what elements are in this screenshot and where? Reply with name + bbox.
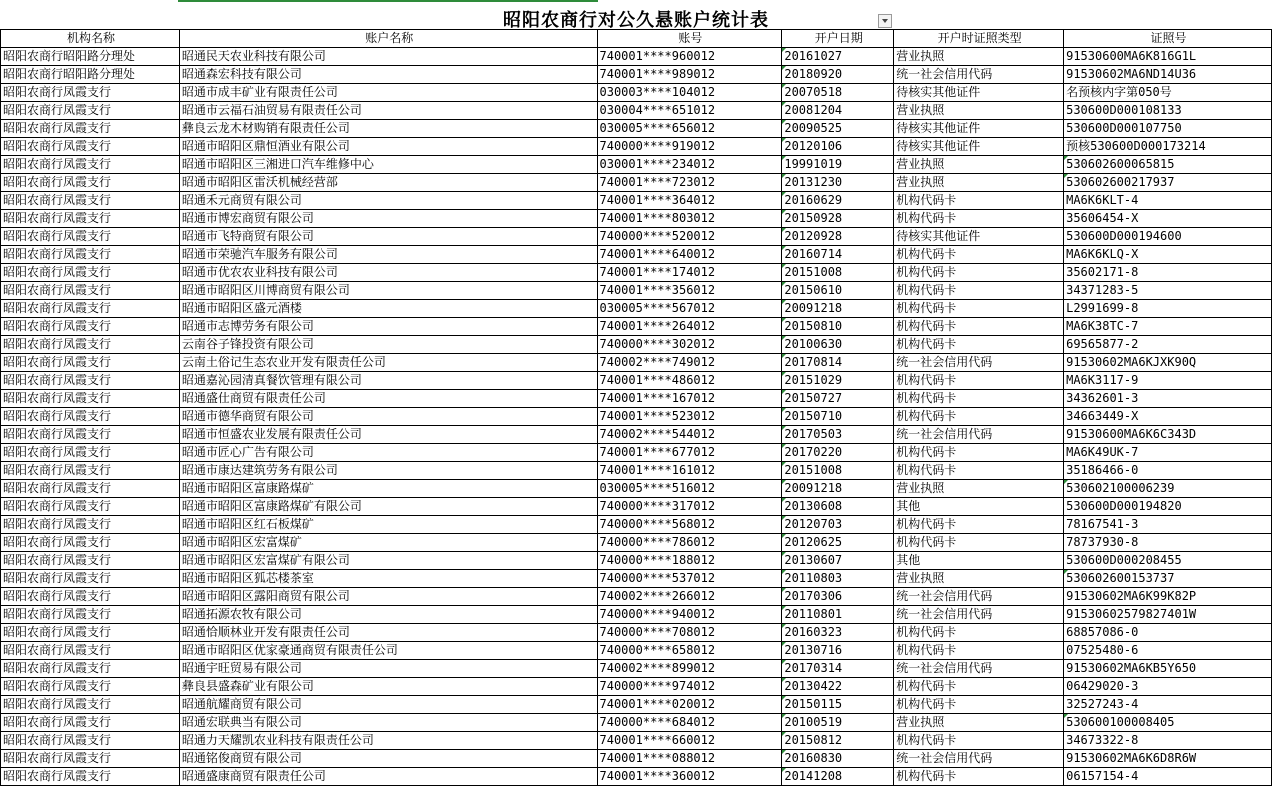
- cell-account-name[interactable]: 昭通拓源农牧有限公司: [179, 606, 597, 624]
- cell-license-type[interactable]: 机构代码卡: [894, 282, 1064, 300]
- table-row: [1, 66, 1272, 84]
- cell-license-number[interactable]: 91530600MA6K6C343D: [1064, 426, 1272, 444]
- cell-institution[interactable]: 昭阳农商行凤霞支行: [1, 246, 180, 264]
- cell-institution[interactable]: 昭阳农商行凤霞支行: [1, 498, 180, 516]
- cell-institution[interactable]: 昭阳农商行凤霞支行: [1, 228, 180, 246]
- cell-license-type[interactable]: 机构代码卡: [894, 300, 1064, 318]
- cell-institution[interactable]: 昭阳农商行凤霞支行: [1, 102, 180, 120]
- cell-account-name[interactable]: 昭通市昭阳区富康路煤矿有限公司: [179, 498, 597, 516]
- table-row: [1, 264, 1272, 282]
- cell-institution[interactable]: 昭阳农商行凤霞支行: [1, 714, 180, 732]
- cell-open-date[interactable]: 20081204: [782, 102, 894, 120]
- cell-license-number[interactable]: 530600D000194820: [1064, 498, 1272, 516]
- cell-license-type[interactable]: 营业执照: [894, 480, 1064, 498]
- cell-license-type[interactable]: 统一社会信用代码: [894, 66, 1064, 84]
- header-open-date[interactable]: 开户日期: [782, 30, 894, 48]
- cell-account-number[interactable]: 740001****677012: [597, 444, 782, 462]
- cell-institution[interactable]: 昭阳农商行凤霞支行: [1, 768, 180, 786]
- cell-institution[interactable]: 昭阳农商行凤霞支行: [1, 390, 180, 408]
- cell-license-number[interactable]: 530602600065815: [1064, 156, 1272, 174]
- cell-institution[interactable]: 昭阳农商行凤霞支行: [1, 156, 180, 174]
- cell-account-name[interactable]: 昭通市昭阳区川博商贸有限公司: [179, 282, 597, 300]
- table-row: [1, 120, 1272, 138]
- title-row: [0, 2, 1272, 29]
- cell-license-type[interactable]: 待核实其他证件: [894, 138, 1064, 156]
- table-row: [1, 732, 1272, 750]
- cell-license-number[interactable]: 34362601-3: [1064, 390, 1272, 408]
- cell-institution[interactable]: 昭阳农商行凤霞支行: [1, 516, 180, 534]
- cell-open-date[interactable]: 20170503: [782, 426, 894, 444]
- cell-license-type[interactable]: 机构代码卡: [894, 390, 1064, 408]
- cell-open-date[interactable]: 20100519: [782, 714, 894, 732]
- cell-license-type[interactable]: 营业执照: [894, 570, 1064, 588]
- cell-license-number[interactable]: MA6K6KLQ-X: [1064, 246, 1272, 264]
- cell-account-number[interactable]: 740000****658012: [597, 642, 782, 660]
- cell-open-date[interactable]: 20170814: [782, 354, 894, 372]
- cell-open-date[interactable]: 20150610: [782, 282, 894, 300]
- cell-license-type[interactable]: 机构代码卡: [894, 192, 1064, 210]
- cell-license-type[interactable]: 机构代码卡: [894, 372, 1064, 390]
- table-row: [1, 588, 1272, 606]
- cell-license-type[interactable]: 机构代码卡: [894, 408, 1064, 426]
- cell-license-type[interactable]: 机构代码卡: [894, 264, 1064, 282]
- cell-institution[interactable]: 昭阳农商行凤霞支行: [1, 282, 180, 300]
- cell-open-date[interactable]: 20141208: [782, 768, 894, 786]
- cell-account-number[interactable]: 740001****264012: [597, 318, 782, 336]
- header-license-type[interactable]: 开户时证照类型: [894, 30, 1064, 48]
- cell-license-number[interactable]: 91530600MA6K816G1L: [1064, 48, 1272, 66]
- cell-institution[interactable]: 昭阳农商行凤霞支行: [1, 588, 180, 606]
- table-row: [1, 174, 1272, 192]
- cell-license-number[interactable]: MA6K38TC-7: [1064, 318, 1272, 336]
- cell-institution[interactable]: 昭阳农商行凤霞支行: [1, 120, 180, 138]
- cell-license-number[interactable]: MA6K49UK-7: [1064, 444, 1272, 462]
- cell-institution[interactable]: 昭阳农商行凤霞支行: [1, 264, 180, 282]
- cell-license-number[interactable]: MA6K3117-9: [1064, 372, 1272, 390]
- cell-license-number[interactable]: 68857086-0: [1064, 624, 1272, 642]
- cell-account-name[interactable]: 彝良云龙木材购销有限责任公司: [179, 120, 597, 138]
- cell-open-date[interactable]: 20170314: [782, 660, 894, 678]
- cell-account-name[interactable]: 昭通市昭阳区雷沃机械经营部: [179, 174, 597, 192]
- cell-license-number[interactable]: 34663449-X: [1064, 408, 1272, 426]
- cell-account-number[interactable]: 030005****567012: [597, 300, 782, 318]
- cell-account-name[interactable]: 昭通民天农业科技有限公司: [179, 48, 597, 66]
- cell-account-name[interactable]: 昭通市优农农业科技有限公司: [179, 264, 597, 282]
- cell-open-date[interactable]: 20151008: [782, 462, 894, 480]
- table-row: [1, 498, 1272, 516]
- cell-account-number[interactable]: 740000****974012: [597, 678, 782, 696]
- table-row: [1, 768, 1272, 786]
- cell-institution[interactable]: 昭阳农商行凤霞支行: [1, 534, 180, 552]
- cell-account-number[interactable]: 740001****167012: [597, 390, 782, 408]
- cell-account-name[interactable]: 昭通市昭阳区露阳商贸有限公司: [179, 588, 597, 606]
- account-table: [0, 29, 1272, 786]
- cell-license-number[interactable]: 34371283-5: [1064, 282, 1272, 300]
- cell-account-number[interactable]: 740001****723012: [597, 174, 782, 192]
- cell-license-type[interactable]: 统一社会信用代码: [894, 588, 1064, 606]
- table-row: [1, 354, 1272, 372]
- cell-account-number[interactable]: 030005****656012: [597, 120, 782, 138]
- cell-account-name[interactable]: 昭通市飞特商贸有限公司: [179, 228, 597, 246]
- cell-open-date[interactable]: 19991019: [782, 156, 894, 174]
- table-row: [1, 426, 1272, 444]
- cell-license-type[interactable]: 机构代码卡: [894, 696, 1064, 714]
- cell-license-number[interactable]: 78167541-3: [1064, 516, 1272, 534]
- cell-open-date[interactable]: 20150115: [782, 696, 894, 714]
- table-row: [1, 480, 1272, 498]
- cell-account-number[interactable]: 740001****364012: [597, 192, 782, 210]
- cell-account-name[interactable]: 彝良县盛森矿业有限公司: [179, 678, 597, 696]
- cell-license-type[interactable]: 统一社会信用代码: [894, 354, 1064, 372]
- table-row: [1, 570, 1272, 588]
- cell-account-number[interactable]: 740000****537012: [597, 570, 782, 588]
- cell-license-number[interactable]: 78737930-8: [1064, 534, 1272, 552]
- cell-account-number[interactable]: 030001****234012: [597, 156, 782, 174]
- cell-account-number[interactable]: 740001****360012: [597, 768, 782, 786]
- cell-license-type[interactable]: 统一社会信用代码: [894, 660, 1064, 678]
- cell-account-number[interactable]: 740001****088012: [597, 750, 782, 768]
- cell-license-number[interactable]: 91530602MA6KJXK90Q: [1064, 354, 1272, 372]
- cell-license-number[interactable]: 06157154-4: [1064, 768, 1272, 786]
- table-row: [1, 210, 1272, 228]
- cell-account-name[interactable]: 昭通市成丰矿业有限责任公司: [179, 84, 597, 102]
- table-row: [1, 246, 1272, 264]
- cell-license-number[interactable]: 530602100006239: [1064, 480, 1272, 498]
- table-row: [1, 750, 1272, 768]
- cell-open-date[interactable]: 20120106: [782, 138, 894, 156]
- cell-institution[interactable]: 昭阳农商行昭阳路分理处: [1, 66, 180, 84]
- cell-open-date[interactable]: 20180920: [782, 66, 894, 84]
- cell-account-name[interactable]: 昭通恰顺林业开发有限责任公司: [179, 624, 597, 642]
- cell-account-number[interactable]: 740001****989012: [597, 66, 782, 84]
- cell-license-number[interactable]: L2991699-8: [1064, 300, 1272, 318]
- cell-account-number[interactable]: 740002****544012: [597, 426, 782, 444]
- cell-license-type[interactable]: 统一社会信用代码: [894, 606, 1064, 624]
- cell-account-number[interactable]: 740000****786012: [597, 534, 782, 552]
- cell-license-number[interactable]: 91530602MA6KB5Y650: [1064, 660, 1272, 678]
- cell-open-date[interactable]: 20120625: [782, 534, 894, 552]
- cell-account-name[interactable]: 云南谷子锋投资有限公司: [179, 336, 597, 354]
- cell-open-date[interactable]: 20070518: [782, 84, 894, 102]
- table-row: [1, 642, 1272, 660]
- cell-account-number[interactable]: 740000****520012: [597, 228, 782, 246]
- cell-open-date[interactable]: 20150812: [782, 732, 894, 750]
- cell-license-type[interactable]: 机构代码卡: [894, 768, 1064, 786]
- cell-license-type[interactable]: 机构代码卡: [894, 210, 1064, 228]
- cell-license-number[interactable]: 91530602MA6K99K82P: [1064, 588, 1272, 606]
- table-row: [1, 714, 1272, 732]
- cell-account-name[interactable]: 云南土俗记生态农业开发有限责任公司: [179, 354, 597, 372]
- cell-license-type[interactable]: 其他: [894, 552, 1064, 570]
- cell-account-number[interactable]: 740001****356012: [597, 282, 782, 300]
- cell-license-number[interactable]: 530600D000107750: [1064, 120, 1272, 138]
- cell-account-name[interactable]: 昭通市昭阳区三湘进口汽车维修中心: [179, 156, 597, 174]
- cell-account-number[interactable]: 740000****317012: [597, 498, 782, 516]
- cell-institution[interactable]: 昭阳农商行凤霞支行: [1, 210, 180, 228]
- cell-account-number[interactable]: 740000****708012: [597, 624, 782, 642]
- cell-license-type[interactable]: 营业执照: [894, 174, 1064, 192]
- cell-open-date[interactable]: 20130607: [782, 552, 894, 570]
- cell-institution[interactable]: 昭阳农商行凤霞支行: [1, 318, 180, 336]
- cell-license-number[interactable]: 06429020-3: [1064, 678, 1272, 696]
- cell-institution[interactable]: 昭阳农商行凤霞支行: [1, 642, 180, 660]
- cell-open-date[interactable]: 20151029: [782, 372, 894, 390]
- cell-account-number[interactable]: 740001****020012: [597, 696, 782, 714]
- cell-account-name[interactable]: 昭通力天耀凯农业科技有限责任公司: [179, 732, 597, 750]
- cell-open-date[interactable]: 20120928: [782, 228, 894, 246]
- cell-institution[interactable]: 昭阳农商行凤霞支行: [1, 138, 180, 156]
- cell-license-number[interactable]: 35606454-X: [1064, 210, 1272, 228]
- cell-account-number[interactable]: 740001****803012: [597, 210, 782, 228]
- cell-open-date[interactable]: 20160714: [782, 246, 894, 264]
- cell-open-date[interactable]: 20130608: [782, 498, 894, 516]
- cell-account-name[interactable]: 昭通禾元商贸有限公司: [179, 192, 597, 210]
- cell-license-type[interactable]: 机构代码卡: [894, 534, 1064, 552]
- cell-account-number[interactable]: 740000****684012: [597, 714, 782, 732]
- cell-account-name[interactable]: 昭通市昭阳区狐芯楼茶室: [179, 570, 597, 588]
- table-row: [1, 84, 1272, 102]
- cell-license-type[interactable]: 机构代码卡: [894, 732, 1064, 750]
- cell-account-name[interactable]: 昭通市志博劳务有限公司: [179, 318, 597, 336]
- table-row: [1, 156, 1272, 174]
- cell-license-type[interactable]: 营业执照: [894, 156, 1064, 174]
- cell-institution[interactable]: 昭阳农商行凤霞支行: [1, 678, 180, 696]
- cell-license-number[interactable]: 预核530600D000173214: [1064, 138, 1272, 156]
- cell-license-type[interactable]: 待核实其他证件: [894, 120, 1064, 138]
- cell-license-number[interactable]: 35602171-8: [1064, 264, 1272, 282]
- cell-license-type[interactable]: 机构代码卡: [894, 462, 1064, 480]
- cell-license-number[interactable]: 530602600217937: [1064, 174, 1272, 192]
- cell-account-name[interactable]: 昭通市云福石油贸易有限责任公司: [179, 102, 597, 120]
- cell-account-name[interactable]: 昭通市昭阳区宏富煤矿: [179, 534, 597, 552]
- cell-account-number[interactable]: 740001****960012: [597, 48, 782, 66]
- header-row: [1, 30, 1272, 48]
- cell-open-date[interactable]: 20160830: [782, 750, 894, 768]
- cell-open-date[interactable]: 20091218: [782, 300, 894, 318]
- cell-license-type[interactable]: 机构代码卡: [894, 624, 1064, 642]
- cell-account-number[interactable]: 740001****640012: [597, 246, 782, 264]
- cell-open-date[interactable]: 20160323: [782, 624, 894, 642]
- cell-account-number[interactable]: 740002****266012: [597, 588, 782, 606]
- cell-institution[interactable]: 昭阳农商行凤霞支行: [1, 84, 180, 102]
- cell-license-number[interactable]: 07525480-6: [1064, 642, 1272, 660]
- cell-institution[interactable]: 昭阳农商行凤霞支行: [1, 606, 180, 624]
- table-row: [1, 318, 1272, 336]
- cell-institution[interactable]: 昭阳农商行凤霞支行: [1, 300, 180, 318]
- table-row: [1, 390, 1272, 408]
- sheet-title: 昭阳农商行对公久悬账户统计表: [503, 10, 769, 31]
- table-row: [1, 408, 1272, 426]
- cell-license-type[interactable]: 机构代码卡: [894, 678, 1064, 696]
- header-account-name[interactable]: 账户名称: [179, 30, 597, 48]
- cell-institution[interactable]: 昭阳农商行昭阳路分理处: [1, 48, 180, 66]
- table-row: [1, 552, 1272, 570]
- table-row: [1, 300, 1272, 318]
- cell-account-number[interactable]: 030005****516012: [597, 480, 782, 498]
- cell-institution[interactable]: 昭阳农商行凤霞支行: [1, 750, 180, 768]
- cell-license-type[interactable]: 待核实其他证件: [894, 228, 1064, 246]
- cell-license-type[interactable]: 统一社会信用代码: [894, 426, 1064, 444]
- cell-account-name[interactable]: 昭通宏联典当有限公司: [179, 714, 597, 732]
- cell-account-name[interactable]: 昭通市荣驰汽车服务有限公司: [179, 246, 597, 264]
- cell-open-date[interactable]: 20090525: [782, 120, 894, 138]
- cell-license-type[interactable]: 机构代码卡: [894, 516, 1064, 534]
- cell-account-name[interactable]: 昭通嘉沁园清真餐饮管理有限公司: [179, 372, 597, 390]
- cell-open-date[interactable]: 20151008: [782, 264, 894, 282]
- cell-open-date[interactable]: 20150810: [782, 318, 894, 336]
- cell-institution[interactable]: 昭阳农商行凤霞支行: [1, 426, 180, 444]
- cell-account-name[interactable]: 昭通市康达建筑劳务有限公司: [179, 462, 597, 480]
- cell-license-type[interactable]: 营业执照: [894, 102, 1064, 120]
- cell-account-name[interactable]: 昭通市昭阳区红石板煤矿: [179, 516, 597, 534]
- table-row: [1, 696, 1272, 714]
- cell-license-number[interactable]: 91530602579827401W: [1064, 606, 1272, 624]
- cell-license-type[interactable]: 机构代码卡: [894, 246, 1064, 264]
- cell-account-number[interactable]: 740002****899012: [597, 660, 782, 678]
- cell-account-name[interactable]: 昭通市昭阳区优家豪通商贸有限责任公司: [179, 642, 597, 660]
- cell-license-type[interactable]: 统一社会信用代码: [894, 750, 1064, 768]
- cell-license-type[interactable]: 机构代码卡: [894, 318, 1064, 336]
- cell-institution[interactable]: 昭阳农商行凤霞支行: [1, 624, 180, 642]
- cell-license-type[interactable]: 其他: [894, 498, 1064, 516]
- cell-license-number[interactable]: 35186466-0: [1064, 462, 1272, 480]
- cell-account-number[interactable]: 740001****660012: [597, 732, 782, 750]
- cell-institution[interactable]: 昭阳农商行凤霞支行: [1, 570, 180, 588]
- cell-institution[interactable]: 昭阳农商行凤霞支行: [1, 480, 180, 498]
- cell-account-number[interactable]: 030004****651012: [597, 102, 782, 120]
- cell-license-type[interactable]: 机构代码卡: [894, 642, 1064, 660]
- cell-license-number[interactable]: 530602600153737: [1064, 570, 1272, 588]
- cell-open-date[interactable]: 20120703: [782, 516, 894, 534]
- cell-account-number[interactable]: 740001****174012: [597, 264, 782, 282]
- cell-account-name[interactable]: 昭通市昭阳区盛元酒楼: [179, 300, 597, 318]
- cell-license-number[interactable]: 69565877-2: [1064, 336, 1272, 354]
- cell-open-date[interactable]: 20150710: [782, 408, 894, 426]
- cell-license-type[interactable]: 机构代码卡: [894, 336, 1064, 354]
- filter-dropdown-icon[interactable]: [878, 14, 892, 28]
- table-row: [1, 678, 1272, 696]
- cell-license-number[interactable]: 32527243-4: [1064, 696, 1272, 714]
- table-row: [1, 534, 1272, 552]
- table-row: [1, 444, 1272, 462]
- cell-account-number[interactable]: 030003****104012: [597, 84, 782, 102]
- cell-institution[interactable]: 昭阳农商行凤霞支行: [1, 336, 180, 354]
- table-row: [1, 228, 1272, 246]
- cell-license-number[interactable]: 530600D000194600: [1064, 228, 1272, 246]
- cell-account-number[interactable]: 740000****568012: [597, 516, 782, 534]
- cell-account-number[interactable]: 740002****749012: [597, 354, 782, 372]
- cell-license-number[interactable]: 名预核内字第050号: [1064, 84, 1272, 102]
- cell-license-number[interactable]: 91530602MA6ND14U36: [1064, 66, 1272, 84]
- cell-license-number[interactable]: MA6K6KLT-4: [1064, 192, 1272, 210]
- cell-account-name[interactable]: 昭通市德华商贸有限公司: [179, 408, 597, 426]
- table-row: [1, 624, 1272, 642]
- table-row: [1, 282, 1272, 300]
- cell-account-name[interactable]: 昭通盛康商贸有限责任公司: [179, 768, 597, 786]
- table-row: [1, 48, 1272, 66]
- cell-open-date[interactable]: 20150928: [782, 210, 894, 228]
- cell-open-date[interactable]: 20160629: [782, 192, 894, 210]
- cell-institution[interactable]: 昭阳农商行凤霞支行: [1, 192, 180, 210]
- cell-institution[interactable]: 昭阳农商行凤霞支行: [1, 174, 180, 192]
- cell-account-name[interactable]: 昭通市昭阳区富康路煤矿: [179, 480, 597, 498]
- cell-account-number[interactable]: 740001****161012: [597, 462, 782, 480]
- table-row: [1, 660, 1272, 678]
- header-license-number[interactable]: 证照号: [1064, 30, 1272, 48]
- cell-open-date[interactable]: 20091218: [782, 480, 894, 498]
- cell-account-name[interactable]: 昭通盛仕商贸有限责任公司: [179, 390, 597, 408]
- cell-account-number[interactable]: 740000****940012: [597, 606, 782, 624]
- cell-institution[interactable]: 昭阳农商行凤霞支行: [1, 552, 180, 570]
- cell-account-number[interactable]: 740000****919012: [597, 138, 782, 156]
- cell-license-type[interactable]: 营业执照: [894, 714, 1064, 732]
- cell-institution[interactable]: 昭阳农商行凤霞支行: [1, 660, 180, 678]
- table-row: [1, 516, 1272, 534]
- table-row: [1, 102, 1272, 120]
- table-row: [1, 606, 1272, 624]
- cell-account-name[interactable]: 昭通森宏科技有限公司: [179, 66, 597, 84]
- cell-account-name[interactable]: 昭通市博宏商贸有限公司: [179, 210, 597, 228]
- table-row: [1, 138, 1272, 156]
- cell-license-number[interactable]: 530600D000108133: [1064, 102, 1272, 120]
- cell-open-date[interactable]: 20131230: [782, 174, 894, 192]
- cell-account-number[interactable]: 740000****302012: [597, 336, 782, 354]
- cell-account-name[interactable]: 昭通市昭阳区鼎恒酒业有限公司: [179, 138, 597, 156]
- cell-open-date[interactable]: 20110801: [782, 606, 894, 624]
- cell-institution[interactable]: 昭阳农商行凤霞支行: [1, 354, 180, 372]
- cell-account-number[interactable]: 740001****523012: [597, 408, 782, 426]
- cell-open-date[interactable]: 20161027: [782, 48, 894, 66]
- cell-open-date[interactable]: 20110803: [782, 570, 894, 588]
- cell-open-date[interactable]: 20170306: [782, 588, 894, 606]
- table-row: [1, 192, 1272, 210]
- cell-license-type[interactable]: 营业执照: [894, 48, 1064, 66]
- cell-open-date[interactable]: 20150727: [782, 390, 894, 408]
- cell-account-name[interactable]: 昭通市恒盛农业发展有限责任公司: [179, 426, 597, 444]
- cell-license-number[interactable]: 530600D000208455: [1064, 552, 1272, 570]
- cell-open-date[interactable]: 20130716: [782, 642, 894, 660]
- cell-license-number[interactable]: 91530602MA6K6D8R6W: [1064, 750, 1272, 768]
- table-row: [1, 336, 1272, 354]
- cell-institution[interactable]: 昭阳农商行凤霞支行: [1, 696, 180, 714]
- header-institution[interactable]: 机构名称: [1, 30, 180, 48]
- cell-institution[interactable]: 昭阳农商行凤霞支行: [1, 372, 180, 390]
- cell-institution[interactable]: 昭阳农商行凤霞支行: [1, 444, 180, 462]
- cell-open-date[interactable]: 20170220: [782, 444, 894, 462]
- cell-institution[interactable]: 昭阳农商行凤霞支行: [1, 408, 180, 426]
- cell-institution[interactable]: 昭阳农商行凤霞支行: [1, 732, 180, 750]
- cell-license-number[interactable]: 530600100008405: [1064, 714, 1272, 732]
- cell-account-name[interactable]: 昭通航耀商贸有限公司: [179, 696, 597, 714]
- cell-license-type[interactable]: 机构代码卡: [894, 444, 1064, 462]
- table-row: [1, 372, 1272, 390]
- header-account-number[interactable]: 账号: [597, 30, 782, 48]
- cell-account-number[interactable]: 740001****486012: [597, 372, 782, 390]
- cell-account-name[interactable]: 昭通市匠心广告有限公司: [179, 444, 597, 462]
- cell-account-name[interactable]: 昭通市昭阳区宏富煤矿有限公司: [179, 552, 597, 570]
- cell-open-date[interactable]: 20130422: [782, 678, 894, 696]
- cell-institution[interactable]: 昭阳农商行凤霞支行: [1, 462, 180, 480]
- cell-license-number[interactable]: 34673322-8: [1064, 732, 1272, 750]
- cell-account-name[interactable]: 昭通铭俊商贸有限公司: [179, 750, 597, 768]
- cell-license-type[interactable]: 待核实其他证件: [894, 84, 1064, 102]
- cell-account-name[interactable]: 昭通宇旺贸易有限公司: [179, 660, 597, 678]
- table-row: [1, 462, 1272, 480]
- cell-account-number[interactable]: 740000****188012: [597, 552, 782, 570]
- cell-open-date[interactable]: 20100630: [782, 336, 894, 354]
